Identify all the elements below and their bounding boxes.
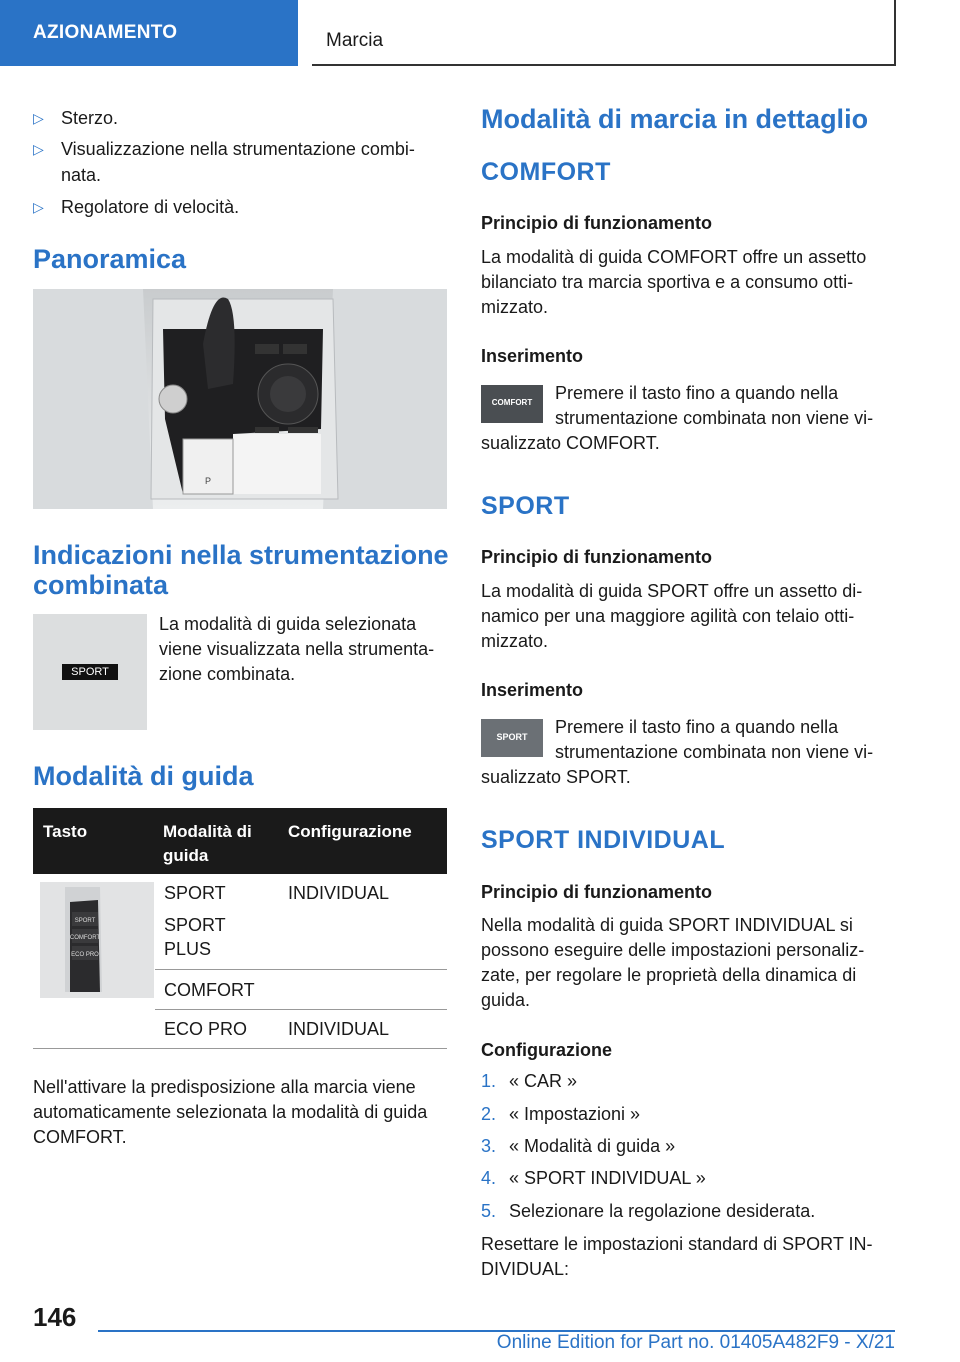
table-cell: SPORT xyxy=(164,883,226,903)
gear-console-illustration xyxy=(33,289,447,509)
text-line: guida. xyxy=(481,990,531,1010)
paragraph xyxy=(481,913,901,1013)
text-line: mizzato. xyxy=(481,297,549,317)
table-bottom-divider xyxy=(33,1048,447,1049)
bullet-text: Sterzo. xyxy=(61,108,119,128)
text-line: zione combinata. xyxy=(159,664,296,684)
triangle-bullet-icon: ▷ xyxy=(33,199,44,215)
section-heading: Indicazioni nella strumentazione xyxy=(33,540,449,570)
text-line: Premere il tasto fino a quando nella xyxy=(555,383,839,403)
paragraph xyxy=(481,579,901,654)
label-heading: Principio di funzionamento xyxy=(481,547,712,567)
paragraph xyxy=(555,715,900,765)
paragraph xyxy=(33,1075,453,1150)
btn-label-ecopro: ECO PRO xyxy=(71,952,99,958)
step-text: Selezionare la regolazione desiderata. xyxy=(509,1201,816,1221)
header-text: guida xyxy=(163,846,209,865)
table-header xyxy=(33,808,447,874)
label-heading: Inserimento xyxy=(481,346,584,366)
sport-button-image xyxy=(481,719,543,757)
table-cell: INDIVIDUAL xyxy=(288,883,390,903)
paragraph xyxy=(481,245,901,320)
text-line: La modalità di guida COMFORT offre un assetto xyxy=(481,247,867,267)
section-tab: AZIONAMENTO xyxy=(0,0,298,66)
text-line: mizzato. xyxy=(481,631,549,651)
row-divider xyxy=(155,1009,447,1010)
table-cell: ECO PRO xyxy=(164,1019,248,1039)
bullet-text: nata. xyxy=(61,165,102,185)
mode-buttons-image xyxy=(40,882,154,998)
text-line: La modalità di guida SPORT offre un assetto di- xyxy=(481,581,863,601)
comfort-button-image xyxy=(481,385,543,423)
step-number: 3. xyxy=(481,1136,497,1156)
header-text: Modalità di xyxy=(163,822,252,841)
table-cell: PLUS xyxy=(164,939,212,959)
paragraph xyxy=(159,612,449,687)
paragraph xyxy=(481,765,901,790)
step-text: « CAR » xyxy=(509,1071,578,1091)
chapter-label: Marcia xyxy=(326,30,384,51)
btn-label-sport: SPORT xyxy=(74,918,96,924)
paragraph xyxy=(555,381,900,431)
subsection-heading: SPORT xyxy=(481,492,570,520)
bullet-item xyxy=(33,194,447,220)
label-heading: Inserimento xyxy=(481,680,584,700)
bullet-item xyxy=(33,136,447,188)
paragraph xyxy=(481,1232,901,1282)
bullet-item xyxy=(33,105,447,131)
step-number: 5. xyxy=(481,1201,497,1221)
text-line: viene visualizzata nella strumenta- xyxy=(159,639,435,659)
table-cell: INDIVIDUAL xyxy=(288,1019,390,1039)
step-number: 4. xyxy=(481,1168,497,1188)
triangle-bullet-icon: ▷ xyxy=(33,141,44,157)
sport-display-label: SPORT xyxy=(62,664,118,680)
text-line: possono eseguire delle impostazioni personaliz- xyxy=(481,940,865,960)
sport-display-image xyxy=(33,614,147,730)
edition-footer: Online Edition for Part no. 01405A482F9 - X/21 xyxy=(496,1332,895,1353)
subsection-heading: COMFORT xyxy=(481,158,611,186)
label-heading: Principio di funzionamento xyxy=(481,213,712,233)
page-number: 146 xyxy=(33,1302,77,1332)
text-line: COMFORT. xyxy=(33,1127,127,1147)
text-line: Premere il tasto fino a quando nella xyxy=(555,717,839,737)
triangle-bullet-icon: ▷ xyxy=(33,110,44,126)
table-cell: COMFORT xyxy=(164,980,255,1000)
text-line: sualizzato SPORT. xyxy=(481,767,631,787)
text-line: La modalità di guida selezionata xyxy=(159,614,417,634)
bullet-text: Visualizzazione nella strumentazione combi- xyxy=(61,139,415,159)
bullet-text: Regolatore di velocità. xyxy=(61,197,240,217)
step-text: « Impostazioni » xyxy=(509,1104,641,1124)
text-line: DIVIDUAL: xyxy=(481,1259,570,1279)
section-heading: combinata xyxy=(33,570,169,600)
table-cell: SPORT xyxy=(164,915,226,935)
step-number: 2. xyxy=(481,1104,497,1124)
comfort-button-label: COMFORT xyxy=(491,398,533,407)
text-line: Resettare le impostazioni standard di SPORT IN- xyxy=(481,1234,873,1254)
mode-buttons-illustration xyxy=(40,882,154,998)
text-line: bilanciato tra marcia sportiva e a consumo otti- xyxy=(481,272,854,292)
step-text: « Modalità di guida » xyxy=(509,1136,676,1156)
text-line: strumentazione combinata non viene vi- xyxy=(555,408,874,428)
text-line: namico per una maggiore agilità con telaio otti- xyxy=(481,606,855,626)
chapter-title xyxy=(312,0,896,66)
label-heading: Principio di funzionamento xyxy=(481,882,712,902)
label-heading: Configurazione xyxy=(481,1040,612,1060)
subsection-heading: SPORT INDIVIDUAL xyxy=(481,826,726,854)
row-divider xyxy=(155,969,447,970)
section-heading: Modalità di guida xyxy=(33,761,254,791)
text-line: strumentazione combinata non viene vi- xyxy=(555,742,874,762)
col-header: Tasto xyxy=(43,822,88,841)
console-photo xyxy=(33,289,447,509)
text-line: automaticamente selezionata la modalità di guida xyxy=(33,1102,428,1122)
step-text: « SPORT INDIVIDUAL » xyxy=(509,1168,706,1188)
text-line: sualizzato COMFORT. xyxy=(481,433,660,453)
paragraph xyxy=(481,431,901,456)
btn-label-comfort: COMFORT xyxy=(69,935,101,941)
step-number: 1. xyxy=(481,1071,497,1091)
text-line: Nella modalità di guida SPORT INDIVIDUAL si xyxy=(481,915,853,935)
section-heading: Panoramica xyxy=(33,244,187,274)
text-line: zate, per regolare le proprietà della dinamica di xyxy=(481,965,857,985)
section-heading: Modalità di marcia in dettaglio xyxy=(481,104,869,134)
col-header xyxy=(163,820,252,868)
svg-text:P: P xyxy=(204,476,212,486)
sport-button-label: SPORT xyxy=(496,732,528,742)
text-line: Nell'attivare la predisposizione alla marcia viene xyxy=(33,1077,416,1097)
col-header: Configurazione xyxy=(288,822,412,841)
